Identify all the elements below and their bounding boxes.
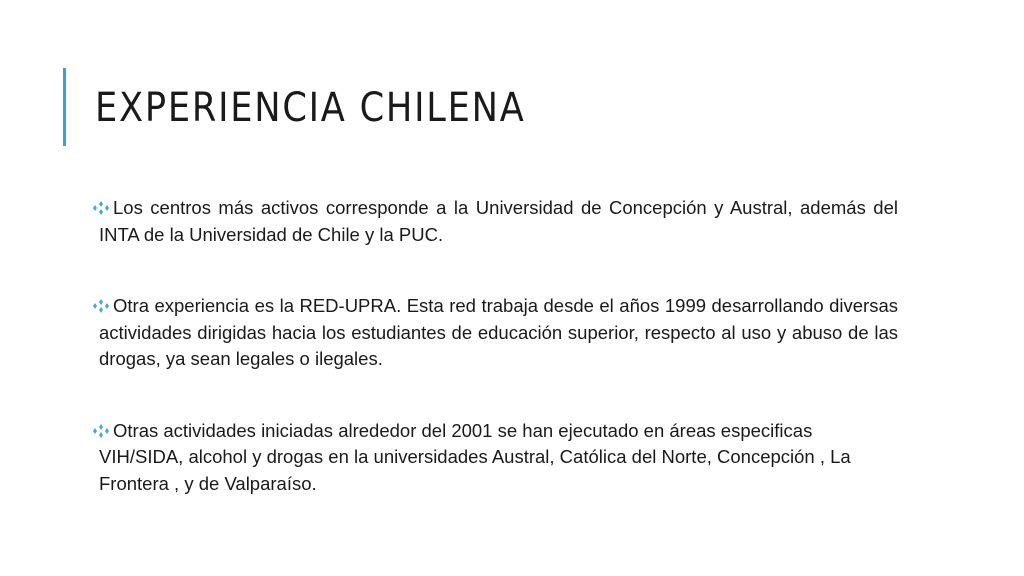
slide-title: EXPERIENCIA CHILENA: [95, 85, 526, 131]
bullet-text: Otras actividades iniciadas alrededor del 2001 se han ejecutado en áreas especificas VIH/SIDA, alcohol y drogas en la universidades Austral, Católica del Norte, Concepción , La Frontera , y de Valparaíso.: [99, 419, 851, 494]
title-accent-bar: [63, 68, 66, 146]
four-diamond-bullet-icon: [93, 299, 109, 313]
four-diamond-bullet-icon: [93, 201, 109, 215]
four-diamond-bullet-icon: [93, 424, 109, 438]
bullet-item: [96, 418, 898, 498]
bullet-text: Otra experiencia es la RED-UPRA. Esta red trabaja desde el años 1999 desarrollando diversas actividades dirigidas hacia los estudiantes de educación superior, respecto al uso y abuso de las drogas, ya sean legales o ilegales.: [99, 295, 898, 369]
bullet-list: [96, 195, 898, 497]
bullet-item: [96, 293, 898, 373]
bullet-item: [96, 195, 898, 248]
bullet-text: Los centros más activos corresponde a la Universidad de Concepción y Austral, además del INTA de la Universidad de Chile y la PUC.: [99, 197, 898, 245]
